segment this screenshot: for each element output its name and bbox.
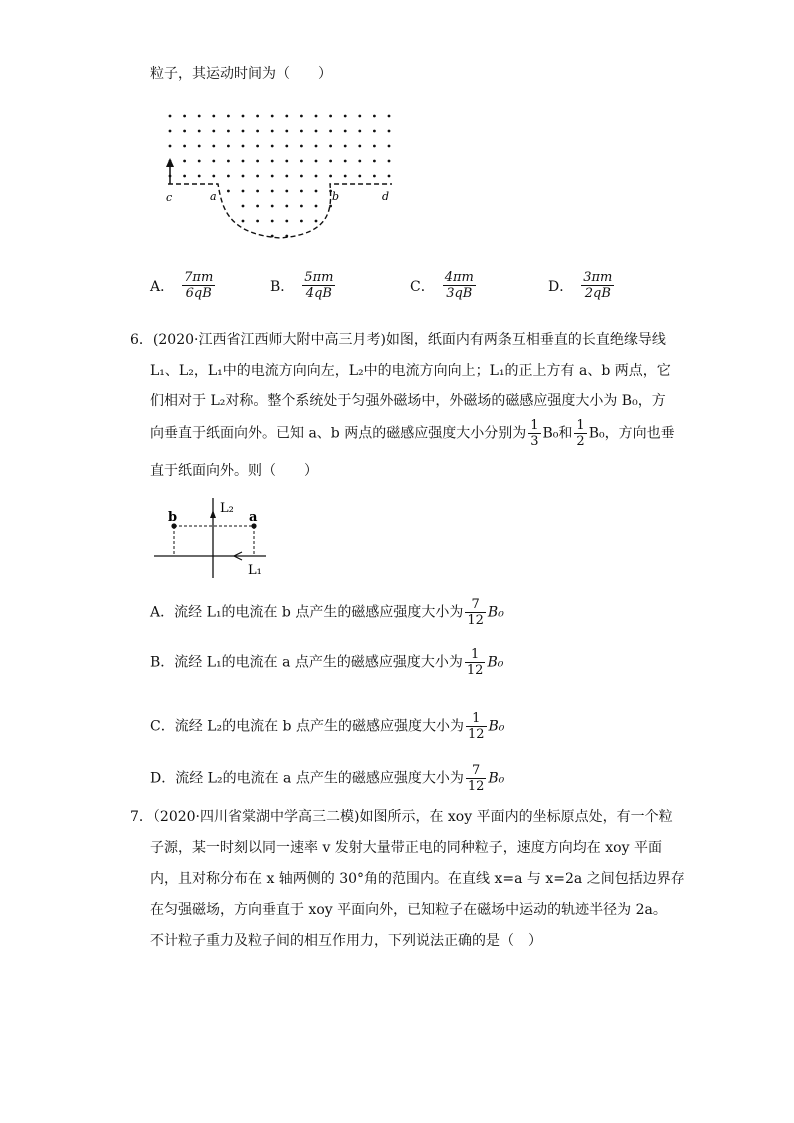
field-dot xyxy=(271,205,274,208)
field-dot xyxy=(329,160,332,163)
field-dot xyxy=(300,190,303,193)
field-dot xyxy=(315,220,318,223)
field-dot xyxy=(315,175,318,178)
field-dot xyxy=(300,130,303,133)
field-dot xyxy=(315,160,318,163)
q6-option-c[interactable] xyxy=(150,711,504,742)
option-text: 流经 L₂的电流在 a 点产生的磁感应强度大小为 xyxy=(175,770,464,787)
numerator: 3πm xyxy=(583,270,613,285)
field-dot xyxy=(169,130,172,133)
denominator: 3qB xyxy=(446,286,473,301)
q5-option-c[interactable] xyxy=(410,270,478,301)
field-dot xyxy=(256,115,259,118)
label-l1: L₁ xyxy=(248,563,262,578)
q7-line-1 xyxy=(130,807,673,827)
q5-magnetic-field-figure xyxy=(160,108,400,243)
field-dot xyxy=(242,115,245,118)
field-dot xyxy=(388,115,391,118)
label-b: b xyxy=(332,190,340,203)
field-dot xyxy=(358,130,361,133)
denominator: 4qB xyxy=(305,286,332,301)
field-dot xyxy=(300,175,303,178)
field-dot xyxy=(256,160,259,163)
q7-number: 7． xyxy=(130,809,153,825)
q6-option-a[interactable] xyxy=(150,597,504,628)
field-dot xyxy=(271,130,274,133)
field-dot xyxy=(285,130,288,133)
q6-option-b[interactable] xyxy=(150,647,503,678)
field-dot xyxy=(329,145,332,148)
field-dot xyxy=(212,130,215,133)
field-dot xyxy=(183,130,186,133)
label-a: a xyxy=(210,190,217,203)
field-dot xyxy=(285,115,288,118)
field-dot xyxy=(198,145,201,148)
option-text: 流经 L₁的电流在 a 点产生的磁感应强度大小为 xyxy=(174,654,463,671)
field-dot xyxy=(329,175,332,178)
option-label: C． xyxy=(410,278,435,295)
field-dot xyxy=(256,205,259,208)
field-dot xyxy=(285,205,288,208)
field-dot xyxy=(183,175,186,178)
option-label: B． xyxy=(150,654,175,671)
option-text: 流经 L₁的电流在 b 点产生的磁感应强度大小为 xyxy=(174,604,464,621)
q7-line-2: 子源，某一时刻以同一速率 v 发射大量带正电的同种粒子，速度方向均在 xoy 平面 xyxy=(150,840,662,856)
field-dot xyxy=(373,145,376,148)
field-dot xyxy=(271,175,274,178)
option-label: C． xyxy=(150,718,175,735)
field-dots xyxy=(169,115,391,238)
label-l2: L₂ xyxy=(220,501,234,516)
field-dot xyxy=(315,115,318,118)
field-dot xyxy=(271,190,274,193)
field-dot xyxy=(256,190,259,193)
field-dot xyxy=(256,130,259,133)
q6-line-4 xyxy=(150,418,675,449)
field-dot xyxy=(271,160,274,163)
q6-text: B₀，方向也垂 xyxy=(588,425,675,442)
field-dot xyxy=(329,115,332,118)
field-dot xyxy=(198,115,201,118)
field-dot xyxy=(271,145,274,148)
field-dot xyxy=(256,220,259,223)
q5-tail-text: 粒子，其运动时间为（ ） xyxy=(150,66,332,82)
field-dot xyxy=(315,130,318,133)
field-dot xyxy=(358,115,361,118)
field-dot xyxy=(271,220,274,223)
field-dot xyxy=(344,160,347,163)
q6-number: 6． xyxy=(130,332,153,348)
field-dot xyxy=(285,175,288,178)
numerator: 7 xyxy=(466,763,487,779)
field-dot xyxy=(169,145,172,148)
option-label: B． xyxy=(270,278,295,295)
field-dot xyxy=(358,175,361,178)
denominator: 12 xyxy=(467,613,484,628)
option-unit: B₀ xyxy=(487,654,504,671)
field-dot xyxy=(315,205,318,208)
boundary-dashed-line xyxy=(168,184,392,238)
q5-option-a[interactable] xyxy=(150,270,217,301)
field-dot xyxy=(315,190,318,193)
field-dot xyxy=(358,160,361,163)
numerator: 7πm xyxy=(184,270,214,285)
field-dot xyxy=(388,175,391,178)
q6-text: B₀和 xyxy=(542,425,573,442)
field-dot xyxy=(344,115,347,118)
field-dot xyxy=(358,145,361,148)
field-dot xyxy=(300,115,303,118)
field-dot xyxy=(227,145,230,148)
field-dot xyxy=(212,145,215,148)
field-dot xyxy=(242,130,245,133)
field-dot xyxy=(227,190,230,193)
q6-text: 向垂直于纸面向外。已知 a、b 两点的磁感应强度大小分别为 xyxy=(150,425,527,442)
q5-option-b[interactable] xyxy=(270,270,337,301)
field-dot xyxy=(198,130,201,133)
field-dot xyxy=(242,145,245,148)
field-dot xyxy=(242,205,245,208)
q7-text: （2020·四川省棠湖中学高三二模)如图所示，在 xoy 平面内的坐标原点处，有一个粒 xyxy=(152,809,673,825)
l2-arrow xyxy=(210,510,216,518)
field-dot xyxy=(242,220,245,223)
numerator: 4πm xyxy=(444,270,474,285)
option-text: 流经 L₂的电流在 b 点产生的磁感应强度大小为 xyxy=(174,718,464,735)
field-dot xyxy=(373,175,376,178)
q5-option-d[interactable] xyxy=(548,270,616,301)
field-dot xyxy=(329,130,332,133)
field-dot xyxy=(242,190,245,193)
field-dot xyxy=(242,175,245,178)
denominator: 12 xyxy=(467,727,485,742)
q7-line-4: 在匀强磁场，方向垂直于 xoy 平面向外，已知粒子在磁场中运动的轨迹半径为 2a。 xyxy=(150,902,667,918)
q6-wires-figure xyxy=(152,494,282,586)
denominator: 2 xyxy=(576,434,585,449)
label-c: c xyxy=(166,191,173,204)
field-dot xyxy=(285,160,288,163)
field-dot xyxy=(285,190,288,193)
field-dot xyxy=(373,160,376,163)
field-dot xyxy=(285,220,288,223)
q6-text: (2020·江西省江西师大附中高三月考)如图，纸面内有两条互相垂直的长直绝缘导线 xyxy=(152,332,666,348)
option-unit: B₀ xyxy=(488,770,505,787)
option-label: A． xyxy=(150,604,175,621)
label-b: b xyxy=(168,510,178,525)
field-dot xyxy=(344,175,347,178)
field-dot xyxy=(198,175,201,178)
numerator: 1 xyxy=(466,711,487,727)
numerator: 1 xyxy=(576,418,585,433)
field-dot xyxy=(344,145,347,148)
velocity-arrow-head xyxy=(166,158,174,167)
option-label: A． xyxy=(150,278,175,295)
field-dot xyxy=(285,145,288,148)
q6-line-3: 们相对于 L₂对称。整个系统处于匀强外磁场中，外磁场的磁感应强度大小为 B₀，方 xyxy=(150,393,666,409)
field-dot xyxy=(227,175,230,178)
field-dot xyxy=(212,175,215,178)
q7-line-5: 不计粒子重力及粒子间的相互作用力，下列说法正确的是（ ） xyxy=(150,933,542,949)
denominator: 12 xyxy=(466,663,484,678)
numerator: 7 xyxy=(465,597,486,613)
denominator: 2qB xyxy=(584,286,611,301)
denominator: 12 xyxy=(467,779,485,794)
q6-option-d[interactable] xyxy=(150,763,504,794)
field-dot xyxy=(300,145,303,148)
label-a: a xyxy=(249,510,258,525)
denominator: 3 xyxy=(530,434,539,449)
field-dot xyxy=(373,130,376,133)
numerator: 5πm xyxy=(304,270,334,285)
field-dot xyxy=(256,175,259,178)
field-dot xyxy=(315,145,318,148)
field-dot xyxy=(212,115,215,118)
option-label: D． xyxy=(548,278,574,295)
field-dot xyxy=(212,160,215,163)
field-dot xyxy=(300,205,303,208)
field-dot xyxy=(227,160,230,163)
field-dot xyxy=(227,130,230,133)
field-dot xyxy=(271,115,274,118)
option-unit: B₀ xyxy=(487,604,504,621)
field-dot xyxy=(198,160,201,163)
q6-line-2: L₁、L₂，L₁中的电流方向向左，L₂中的电流方向向上；L₁的正上方有 a、b 两点，它 xyxy=(150,363,671,379)
field-dot xyxy=(300,220,303,223)
field-dot xyxy=(242,160,245,163)
field-dot xyxy=(256,145,259,148)
label-d: d xyxy=(382,190,390,203)
q7-line-3: 内，且对称分布在 x 轴两侧的 30°角的范围内。在直线 x=a 与 x=2a 之间包括边界存 xyxy=(150,871,685,887)
denominator: 6qB xyxy=(185,286,212,301)
field-dot xyxy=(169,115,172,118)
field-dot xyxy=(388,160,391,163)
field-dot xyxy=(388,145,391,148)
q6-line-5: 直于纸面向外。则（ ） xyxy=(150,463,318,479)
field-dot xyxy=(344,130,347,133)
option-label: D． xyxy=(150,770,176,787)
field-dot xyxy=(373,115,376,118)
field-dot xyxy=(183,115,186,118)
field-dot xyxy=(183,160,186,163)
numerator: 1 xyxy=(530,418,539,433)
field-dot xyxy=(227,115,230,118)
q6-line-1 xyxy=(130,330,666,350)
field-dot xyxy=(388,130,391,133)
field-dot xyxy=(300,160,303,163)
option-unit: B₀ xyxy=(488,718,505,735)
numerator: 1 xyxy=(465,647,486,663)
field-dot xyxy=(183,145,186,148)
